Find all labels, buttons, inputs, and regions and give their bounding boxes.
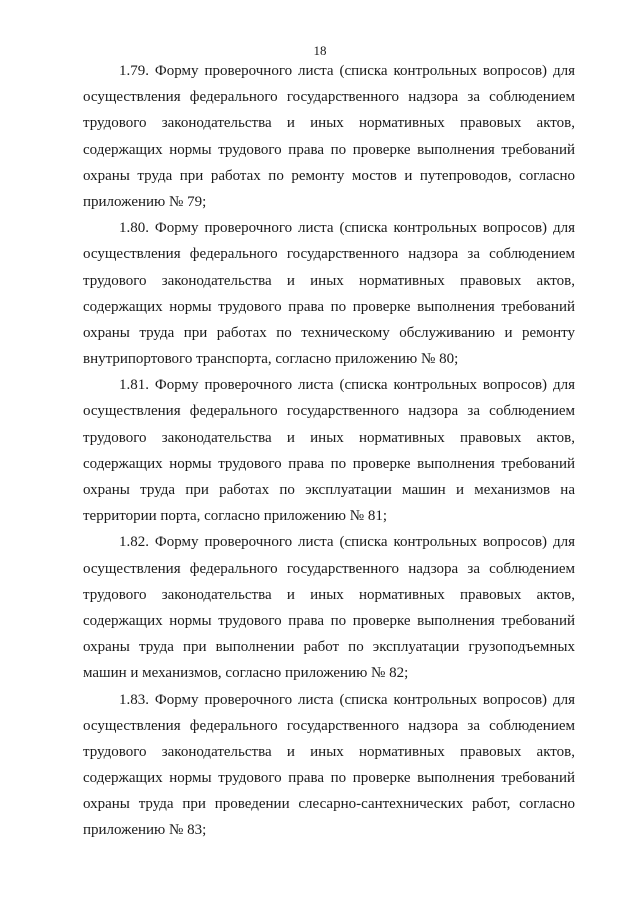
text-line: осуществления федерального государственного надзора за соблюдением [83, 403, 575, 420]
text-line: охраны труда при работах по техническому обслуживанию и ремонту [83, 324, 575, 341]
text-line: охраны труда при проведении слесарно-сантехнических работ, согласно [83, 796, 575, 813]
text-line: содержащих нормы трудового права по проверке выполнения требований [83, 455, 575, 472]
paragraph-1-83 [83, 687, 575, 844]
text-line: охраны труда при работах по эксплуатации машин и механизмов на [83, 482, 575, 498]
text-line: приложению № 79; [83, 193, 207, 210]
text-line: трудового законодательства и иных нормативных правовых актов, [83, 429, 575, 446]
paragraph-1-79 [83, 58, 575, 215]
text-line: содержащих нормы трудового права по проверке выполнения требований [83, 770, 575, 787]
paragraph-1-81 [83, 372, 575, 529]
document-body [83, 58, 575, 844]
paragraph-1-82 [83, 529, 575, 686]
text-line: охраны труда при выполнении работ по эксплуатации грузоподъемных [83, 639, 575, 656]
text-line: 1.79. Форму проверочного листа (списка контрольных вопросов) для [119, 63, 575, 79]
text-line: 1.80. Форму проверочного листа (списка контрольных вопросов) для [119, 220, 575, 237]
text-line: трудового законодательства и иных нормативных правовых актов, [83, 586, 575, 603]
text-line: трудового законодательства и иных нормативных правовых актов, [83, 743, 575, 760]
text-line: машин и механизмов, согласно приложению № 82; [83, 665, 409, 682]
page-number: 18 [313, 43, 327, 58]
text-line: осуществления федерального государственного надзора за соблюдением [83, 717, 575, 734]
text-line: осуществления федерального государственного надзора за соблюдением [83, 246, 575, 263]
text-line: содержащих нормы трудового права по проверке выполнения требований [83, 141, 575, 158]
text-line: внутрипортового транспорта, согласно приложению № 80; [83, 351, 459, 368]
text-line: территории порта, согласно приложению № 81; [83, 508, 387, 525]
text-line: осуществления федерального государственного надзора за соблюдением [83, 89, 575, 106]
text-line: охраны труда при работах по ремонту мостов и путепроводов, согласно [83, 167, 575, 184]
text-line: приложению № 83; [83, 822, 207, 839]
text-line: 1.83. Форму проверочного листа (списка контрольных вопросов) для [119, 691, 575, 708]
text-line: 1.81. Форму проверочного листа (списка контрольных вопросов) для [119, 377, 575, 394]
text-line: трудового законодательства и иных нормативных правовых актов, [83, 272, 575, 289]
text-line: 1.82. Форму проверочного листа (списка контрольных вопросов) для [119, 534, 575, 551]
text-line: содержащих нормы трудового права по проверке выполнения требований [83, 612, 575, 629]
text-line: трудового законодательства и иных нормативных правовых актов, [83, 115, 575, 132]
paragraph-1-80 [83, 215, 575, 372]
text-line: осуществления федерального государственного надзора за соблюдением [83, 560, 575, 577]
text-line: содержащих нормы трудового права по проверке выполнения требований [83, 298, 575, 315]
